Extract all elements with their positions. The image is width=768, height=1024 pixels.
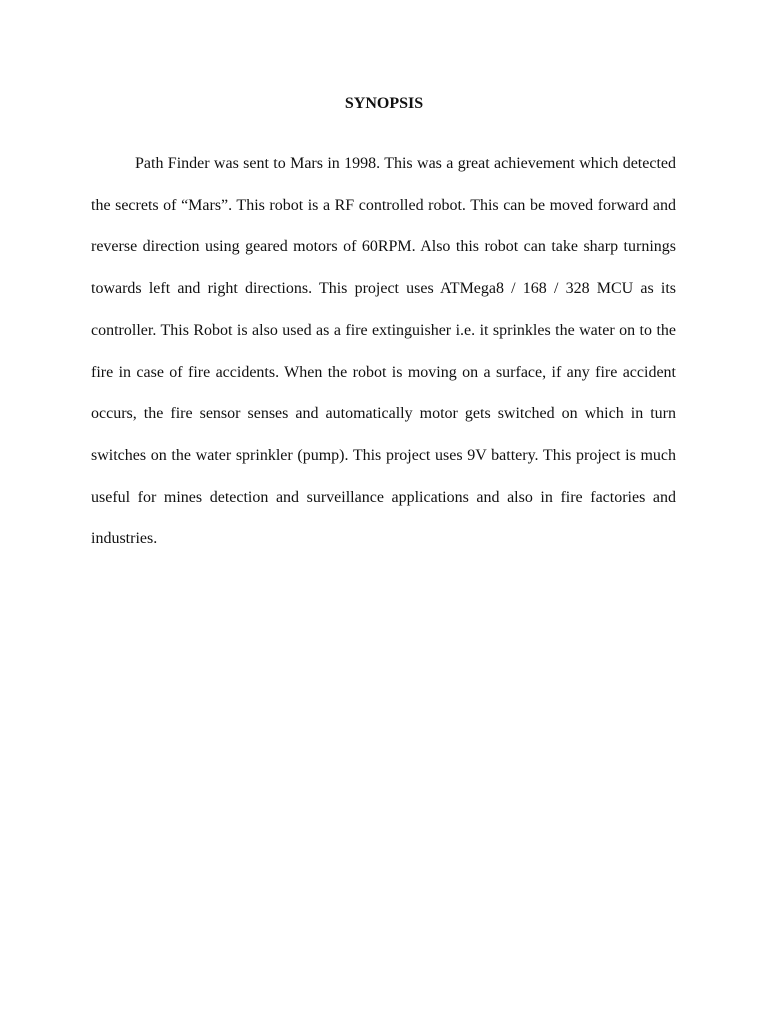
page-title: SYNOPSIS xyxy=(344,95,424,112)
synopsis-paragraph: Path Finder was sent to Mars in 1998. This was a great achievement which detected the secrets of “Mars”. This robot is a RF controlled robot. This can be moved forward and reverse direction using geared motors of 60RPM. Also this robot can take sharp turnings towards left and right directions. This project uses ATMega8 / 168 / 328 MCU as its controller. This Robot is also used as a fire extinguisher i.e. it sprinkles the water on to the fire in case of fire accidents. When the robot is moving on a surface, if any fire accident occurs, the fire sensor senses and automatically motor gets switched on which in turn switches on the water sprinkler (pump). This project uses 9V battery. This project is much useful for mines detection and surveillance applications and also in fire factories and industries. xyxy=(91,155,676,548)
